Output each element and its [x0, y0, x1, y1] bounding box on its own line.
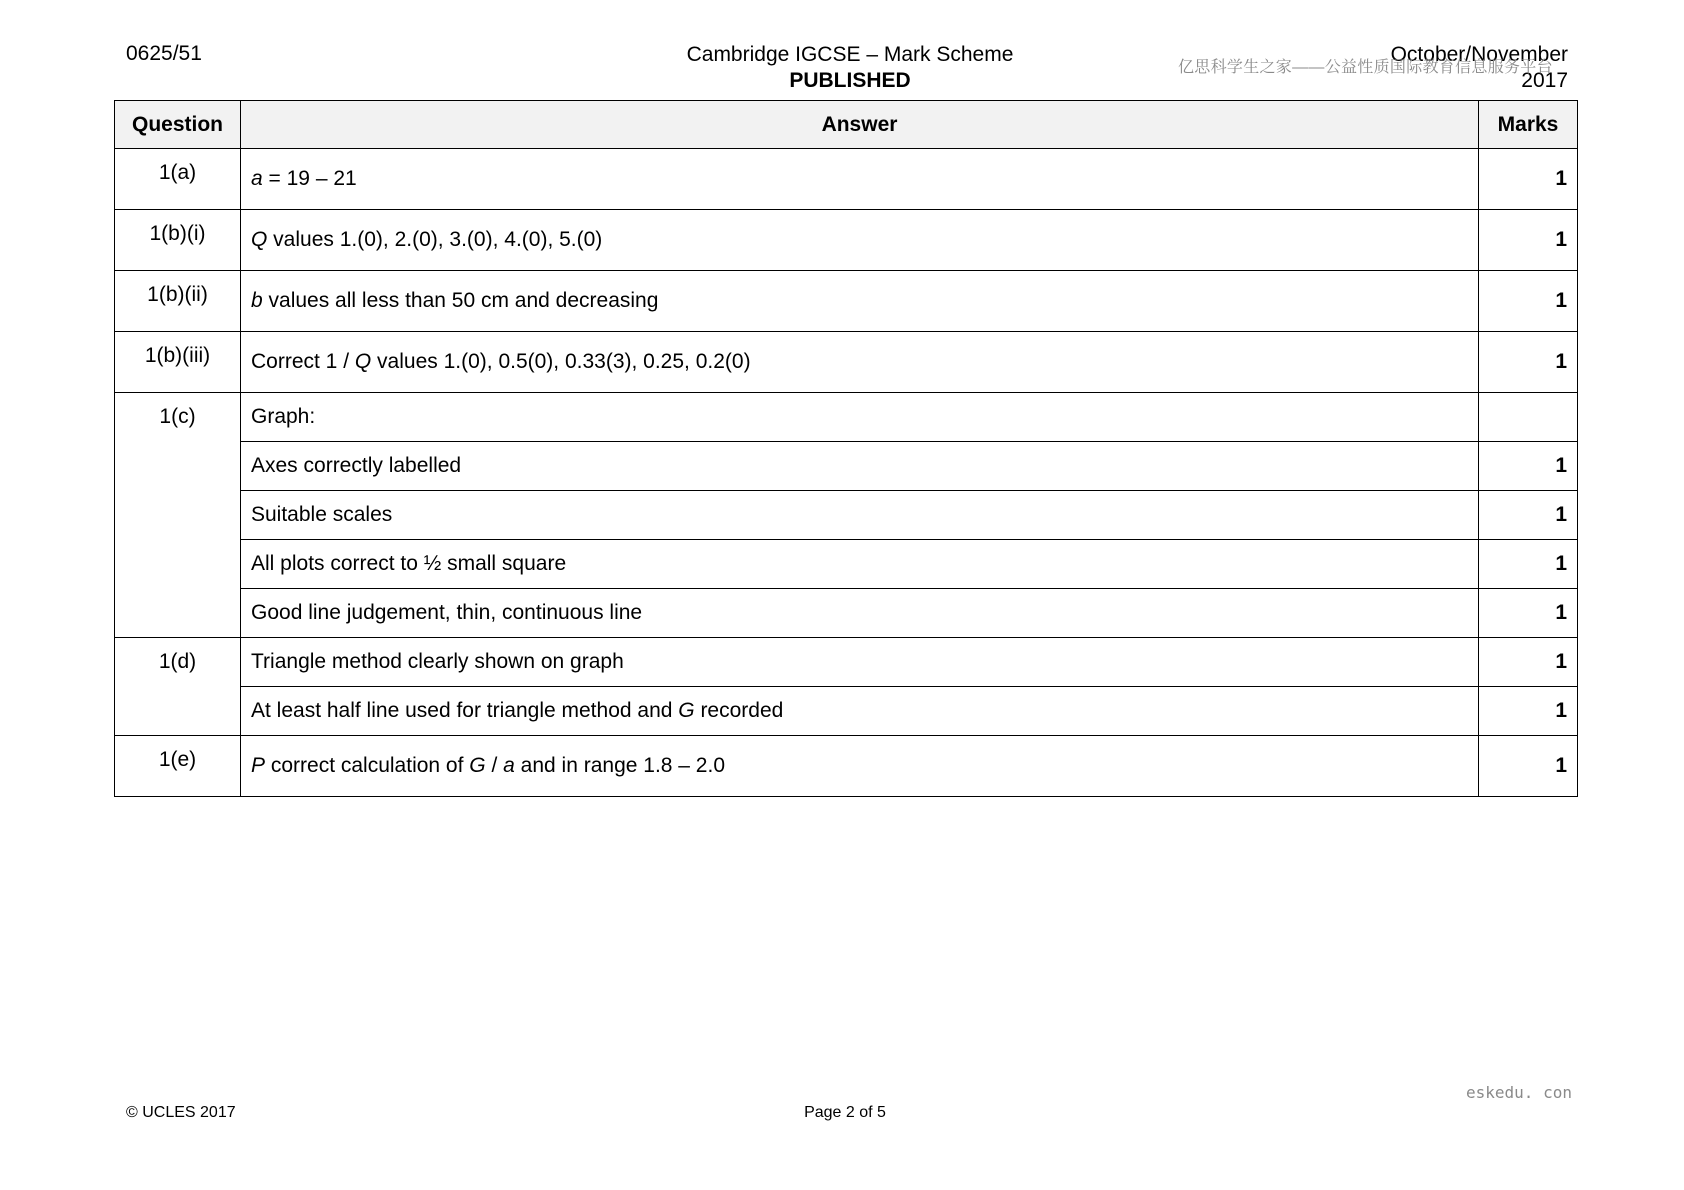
- marks-value: 1: [1479, 736, 1578, 797]
- answer-text: Graph:: [241, 393, 1479, 442]
- marks-value: 1: [1479, 589, 1578, 638]
- marks-value: 1: [1479, 210, 1578, 271]
- table-row: [115, 589, 1578, 638]
- table-row: [115, 687, 1578, 736]
- question-number: 1(b)(i): [115, 210, 241, 271]
- answer-text: a = 19 – 21: [241, 149, 1479, 210]
- session-label: October/November: [1390, 43, 1568, 66]
- answer-text: Triangle method clearly shown on graph: [241, 638, 1479, 687]
- answer-text: Good line judgement, thin, continuous line: [241, 589, 1479, 638]
- site-watermark: eskedu. con: [1466, 1083, 1572, 1102]
- answer-text: All plots correct to ½ small square: [241, 540, 1479, 589]
- table-row: [115, 442, 1578, 491]
- table-row: [115, 210, 1578, 271]
- column-header-question: Question: [115, 101, 241, 149]
- table-row: [115, 736, 1578, 797]
- marks-value: 1: [1479, 687, 1578, 736]
- question-number: 1(d): [115, 638, 241, 736]
- page-number: Page 2 of 5: [804, 1104, 886, 1121]
- session-year: 2017: [1521, 69, 1568, 92]
- watermark-text: 亿思科学生之家——公益性质国际教育信息服务平台: [1178, 59, 1553, 76]
- header-title-block: [600, 42, 1100, 94]
- answer-text: At least half line used for triangle method and G recorded: [241, 687, 1479, 736]
- question-number: 1(b)(ii): [115, 271, 241, 332]
- table-row: [115, 149, 1578, 210]
- marks-value: 1: [1479, 638, 1578, 687]
- answer-text: Correct 1 / Q values 1.(0), 0.5(0), 0.33(3), 0.25, 0.2(0): [241, 332, 1479, 393]
- question-number: 1(a): [115, 149, 241, 210]
- column-header-marks: Marks: [1479, 101, 1578, 149]
- marks-value: 1: [1479, 149, 1578, 210]
- column-header-answer: Answer: [241, 101, 1479, 149]
- marks-value: [1479, 393, 1578, 442]
- question-number: 1(e): [115, 736, 241, 797]
- marks-value: 1: [1479, 271, 1578, 332]
- answer-text: Suitable scales: [241, 491, 1479, 540]
- answer-text: b values all less than 50 cm and decreasing: [241, 271, 1479, 332]
- table-row: [115, 540, 1578, 589]
- answer-text: Axes correctly labelled: [241, 442, 1479, 491]
- marks-value: 1: [1479, 442, 1578, 491]
- answer-text: Q values 1.(0), 2.(0), 3.(0), 4.(0), 5.(0): [241, 210, 1479, 271]
- table-row: [115, 638, 1578, 687]
- marks-value: 1: [1479, 332, 1578, 393]
- question-number: 1(c): [115, 393, 241, 638]
- table-row: [115, 393, 1578, 442]
- copyright-notice: © UCLES 2017: [126, 1104, 236, 1121]
- marks-value: 1: [1479, 540, 1578, 589]
- table-header-row: [115, 101, 1578, 149]
- marks-value: 1: [1479, 491, 1578, 540]
- table-row: [115, 491, 1578, 540]
- paper-code: 0625/51: [126, 42, 202, 65]
- table-row: [115, 332, 1578, 393]
- table-row: [115, 271, 1578, 332]
- document-title: Cambridge IGCSE – Mark Scheme: [686, 43, 1014, 66]
- published-label: PUBLISHED: [789, 69, 911, 92]
- mark-scheme-table: [114, 100, 1578, 797]
- answer-text: P correct calculation of G / a and in range 1.8 – 2.0: [241, 736, 1479, 797]
- question-number: 1(b)(iii): [115, 332, 241, 393]
